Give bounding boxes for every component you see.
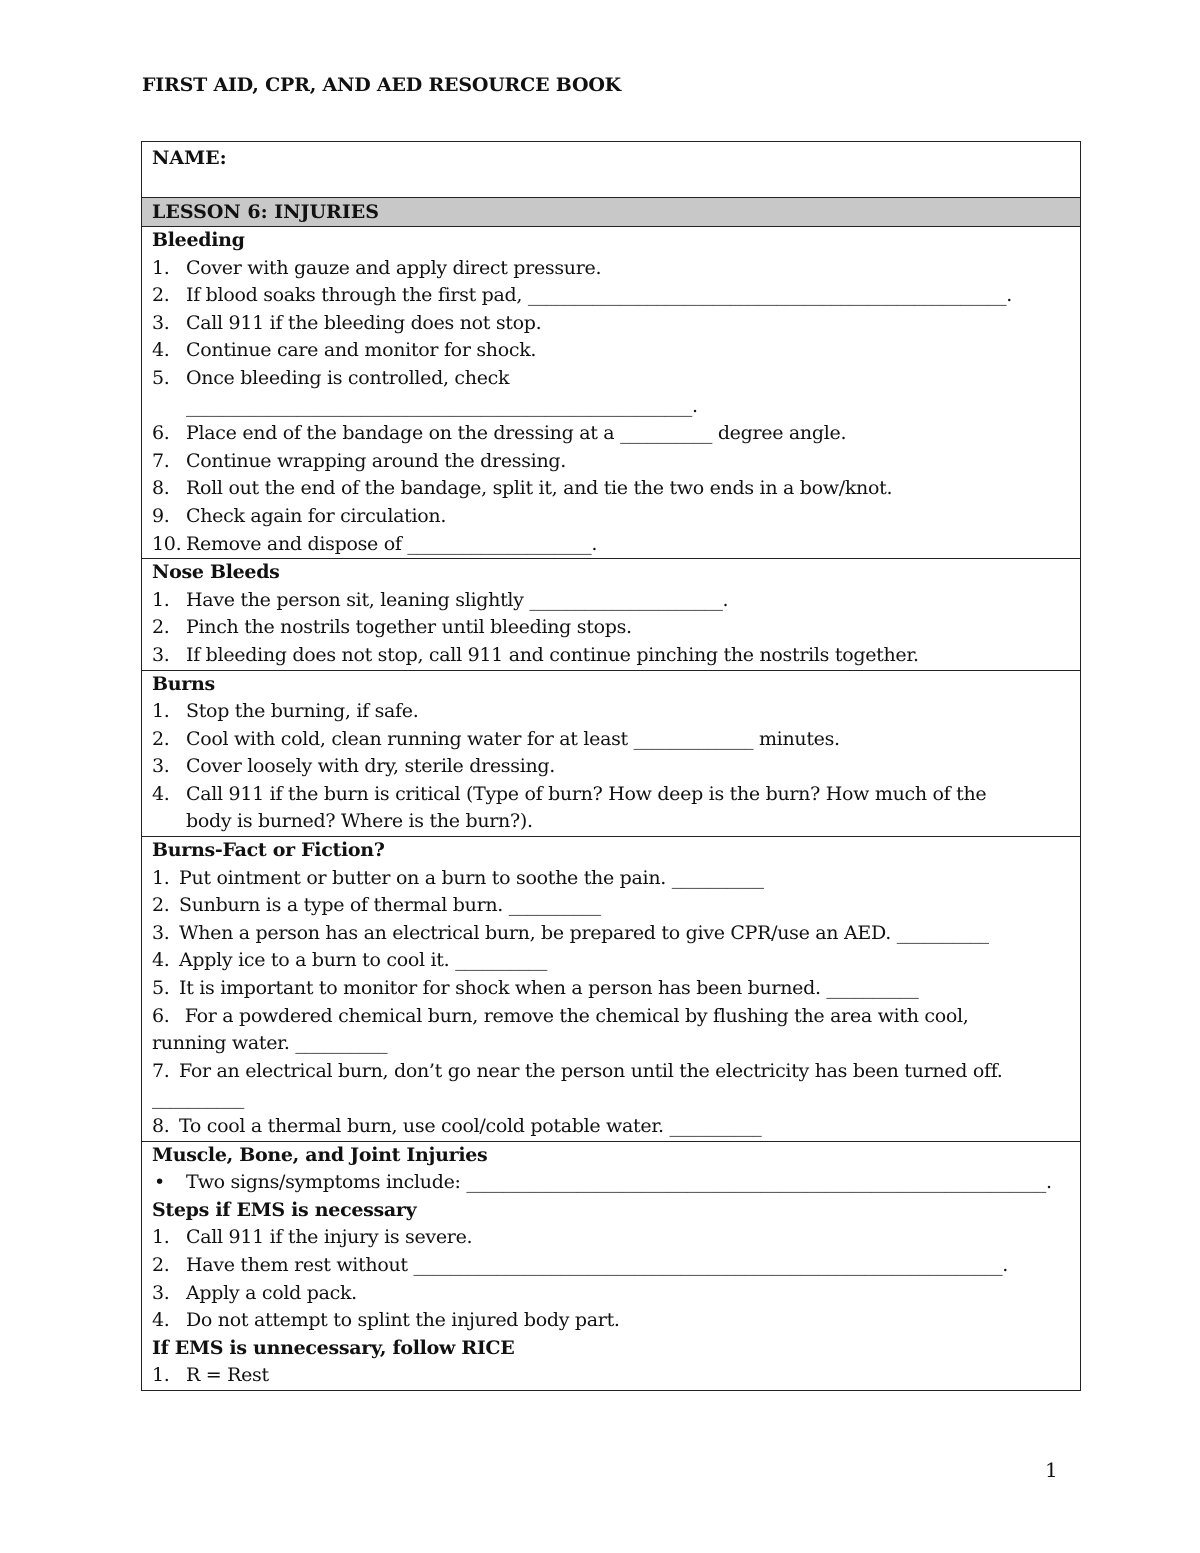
list-item: 9. Check again for circulation. (152, 504, 447, 527)
list-item: 4. Do not attempt to splint the injured body part. (152, 1309, 620, 1332)
list-item-continuation: running water. __________ (152, 1032, 388, 1055)
document-header: FIRST AID, CPR, AND AED RESOURCE BOOK (142, 74, 621, 96)
list-item: 4. Call 911 if the burn is critical (Type of burn? How deep is the burn? How much of the (152, 782, 987, 805)
subsection-heading: Steps if EMS is necessary (152, 1198, 417, 1221)
list-item: 1. Put ointment or butter on a burn to soothe the pain. __________ (152, 866, 764, 889)
list-item: 7. Continue wrapping around the dressing. (152, 449, 566, 472)
list-item: 3. When a person has an electrical burn, be prepared to give CPR/use an AED. __________ (152, 921, 989, 944)
lesson-title-row (142, 198, 1080, 227)
section-heading: Nose Bleeds (152, 561, 280, 584)
list-item: 4. Apply ice to a burn to cool it. __________ (152, 949, 548, 972)
list-item: 2. If blood soaks through the first pad, ____________________________________________________. (152, 284, 1013, 307)
list-item: 1. R = Rest (152, 1364, 269, 1387)
name-row (142, 142, 1080, 198)
list-item-continuation: _______________________________________________________. (186, 394, 698, 417)
section-burns-fact-or-fiction (142, 837, 1080, 1142)
list-item: 7. For an electrical burn, don’t go near the person until the electricity has been turned off. (152, 1059, 1003, 1082)
worksheet-table (141, 141, 1081, 1391)
section-heading: Burns-Fact or Fiction? (152, 839, 385, 862)
list-item: 8. Roll out the end of the bandage, split it, and tie the two ends in a bow/knot. (152, 477, 893, 500)
list-item: 2. Cool with cold, clean running water for at least _____________ minutes. (152, 727, 840, 750)
section-heading: Bleeding (152, 229, 245, 251)
list-item: 3. Cover loosely with dry, sterile dressing. (152, 755, 556, 778)
section-muscle-bone-joint (142, 1142, 1080, 1390)
bullet-icon: • (154, 1171, 165, 1194)
bullet-item: • Two signs/symptoms include: _______________________________________________________________. (152, 1169, 1070, 1197)
list-item: 3. Apply a cold pack. (152, 1281, 357, 1304)
list-item-continuation: __________ (152, 1087, 245, 1110)
subsection-heading: If EMS is unnecessary, follow RICE (152, 1336, 515, 1359)
section-bleeding (142, 227, 1080, 559)
list-item: 2. Sunburn is a type of thermal burn. __________ (152, 894, 601, 917)
list-item: 1. Have the person sit, leaning slightly _____________________. (152, 588, 729, 611)
list-item: 2. Pinch the nostrils together until bleeding stops. (152, 616, 632, 639)
list-item: 8. To cool a thermal burn, use cool/cold potable water. __________ (152, 1115, 762, 1137)
name-label: NAME: (152, 147, 227, 169)
list-item-continuation: body is burned? Where is the burn?). (186, 810, 533, 833)
section-nose-bleeds (142, 559, 1080, 670)
list-item: 6. For a powdered chemical burn, remove the chemical by flushing the area with cool, (152, 1004, 969, 1027)
section-heading: Burns (152, 672, 215, 695)
list-item: 3. Call 911 if the bleeding does not stop. (152, 311, 542, 334)
list-item: 4. Continue care and monitor for shock. (152, 339, 537, 362)
list-item: 1. Cover with gauze and apply direct pressure. (152, 256, 602, 279)
list-item: 5. It is important to monitor for shock when a person has been burned. __________ (152, 977, 919, 1000)
section-heading: Muscle, Bone, and Joint Injuries (152, 1143, 488, 1166)
lesson-title: LESSON 6: INJURIES (152, 201, 379, 223)
section-burns (142, 671, 1080, 838)
page-number: 1 (1045, 1458, 1058, 1482)
list-item: 5. Once bleeding is controlled, check (152, 366, 510, 389)
list-item: 3. If bleeding does not stop, call 911 and continue pinching the nostrils together. (152, 643, 919, 666)
list-item: 1. Stop the burning, if safe. (152, 700, 419, 723)
list-item: 1. Call 911 if the injury is severe. (152, 1226, 473, 1249)
list-item: 10. Remove and dispose of ____________________. (152, 532, 598, 555)
list-item: 2. Have them rest without ________________________________________________________________. (152, 1253, 1009, 1276)
list-item: 6. Place end of the bandage on the dressing at a __________ degree angle. (152, 422, 847, 445)
